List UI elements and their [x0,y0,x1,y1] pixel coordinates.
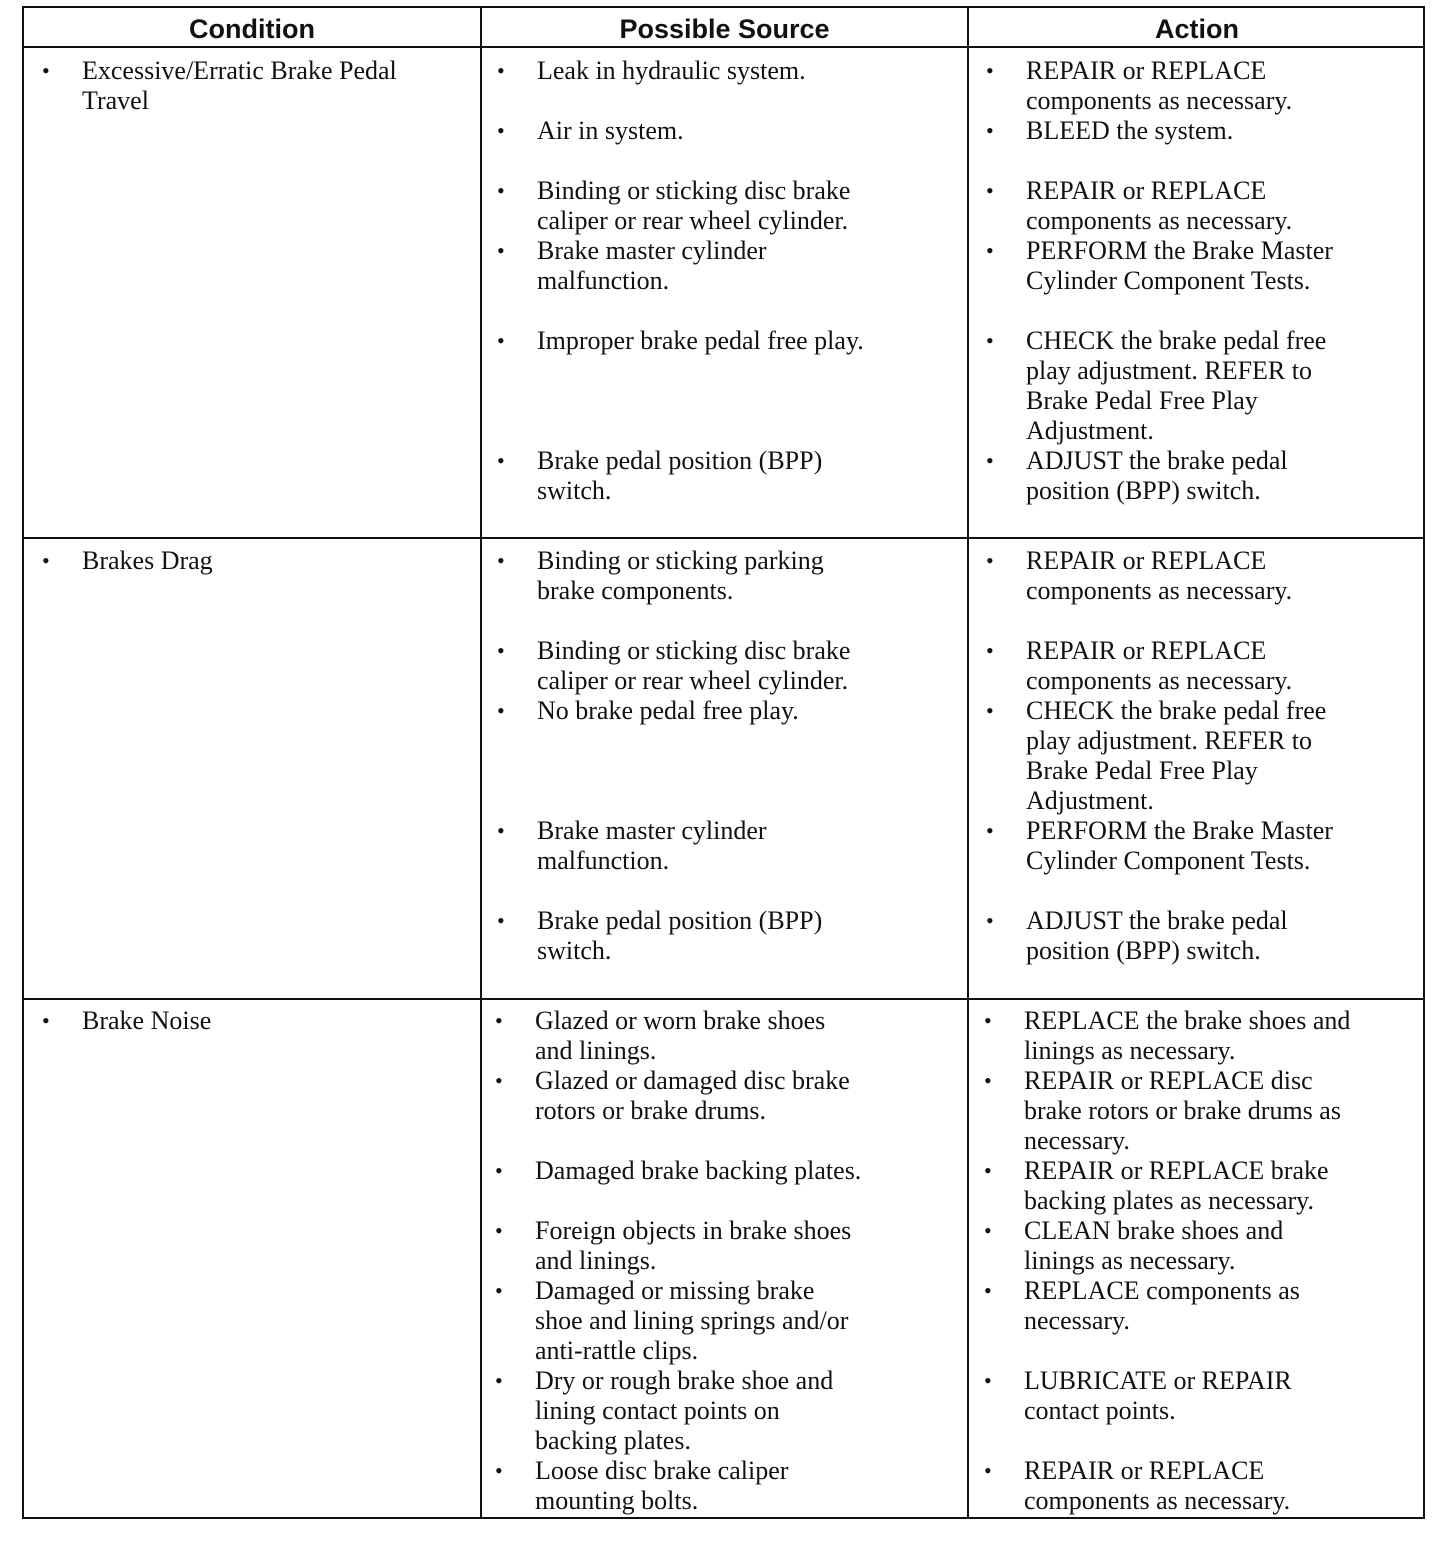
action-item [986,56,1293,116]
condition-text: Excessive/Erratic Brake Pedal Travel [82,56,397,115]
bullet-icon: • [984,1368,992,1393]
action-item [986,816,1333,876]
bullet-icon: • [497,908,505,933]
bullet-icon: • [984,1458,992,1483]
header-divider [24,46,1423,48]
bullet-icon: • [986,908,994,933]
action-item [986,546,1293,606]
bullet-icon: • [986,58,994,83]
action-item [984,1456,1291,1516]
bullet-icon: • [984,1158,992,1183]
action-text: LUBRICATE or REPAIR contact points. [1024,1366,1292,1425]
source-text: Foreign objects in brake shoes and linings. [535,1216,852,1275]
action-item [984,1216,1284,1276]
bullet-icon: • [497,638,505,663]
source-item [497,816,767,876]
action-text: REPAIR or REPLACE components as necessary. [1026,176,1293,235]
action-item [986,116,1234,146]
source-text: Brake pedal position (BPP) switch. [537,906,823,965]
source-item [495,1006,826,1066]
bullet-icon: • [42,58,50,83]
source-text: Damaged or missing brake shoe and lining springs and/or anti-rattle clips. [535,1276,849,1365]
source-item [495,1366,834,1456]
source-text: Damaged brake backing plates. [535,1156,862,1185]
action-text: PERFORM the Brake Master Cylinder Component Tests. [1026,816,1333,875]
source-item [497,906,823,966]
bullet-icon: • [497,818,505,843]
bullet-icon: • [986,698,994,723]
source-item [497,116,684,146]
bullet-icon: • [495,1278,503,1303]
action-text: REPLACE components as necessary. [1024,1276,1300,1335]
condition-cell [42,546,213,576]
header-condition: Condition [189,14,315,44]
condition-cell [42,56,397,116]
row-divider-2 [24,998,1423,1000]
source-text: Binding or sticking parking brake components. [537,546,824,605]
bullet-icon: • [986,638,994,663]
source-text: Loose disc brake caliper mounting bolts. [535,1456,789,1515]
action-text: REPAIR or REPLACE components as necessary. [1026,546,1293,605]
action-text: BLEED the system. [1026,116,1234,145]
bullet-icon: • [497,448,505,473]
bullet-icon: • [497,548,505,573]
source-text: Binding or sticking disc brake caliper or rear wheel cylinder. [537,176,851,235]
action-text: ADJUST the brake pedal position (BPP) switch. [1026,906,1288,965]
source-item [495,1276,849,1366]
bullet-icon: • [986,238,994,263]
bullet-icon: • [497,178,505,203]
bullet-icon: • [497,698,505,723]
bullet-icon: • [495,1158,503,1183]
bullet-icon: • [495,1218,503,1243]
action-item [986,176,1293,236]
bullet-icon: • [497,118,505,143]
bullet-icon: • [986,818,994,843]
source-text: Dry or rough brake shoe and lining contact points on backing plates. [535,1366,834,1455]
source-text: Glazed or damaged disc brake rotors or brake drums. [535,1066,850,1125]
source-item [495,1066,850,1126]
bullet-icon: • [495,1458,503,1483]
source-item [497,176,851,236]
bullet-icon: • [986,328,994,353]
source-item [495,1216,852,1276]
source-item [497,326,864,356]
source-item [497,546,824,606]
row-divider-1 [24,537,1423,539]
source-text: Glazed or worn brake shoes and linings. [535,1006,826,1065]
action-item [984,1066,1341,1156]
column-divider-2 [967,8,969,1517]
action-text: CHECK the brake pedal free play adjustment. REFER to Brake Pedal Free Play Adjustment. [1026,326,1327,445]
action-item [984,1366,1292,1426]
action-item [984,1006,1351,1066]
action-text: REPAIR or REPLACE components as necessary. [1026,56,1293,115]
source-item [497,236,767,296]
bullet-icon: • [986,178,994,203]
bullet-icon: • [42,548,50,573]
action-item [984,1156,1329,1216]
bullet-icon: • [42,1008,50,1033]
source-item [497,446,823,506]
bullet-icon: • [984,1068,992,1093]
header-possible-source: Possible Source [619,14,830,44]
source-text: Binding or sticking disc brake caliper or rear wheel cylinder. [537,636,851,695]
source-text: Brake master cylinder malfunction. [537,816,767,875]
bullet-icon: • [495,1008,503,1033]
bullet-icon: • [497,328,505,353]
condition-cell [42,1006,212,1036]
action-text: CLEAN brake shoes and linings as necessary. [1024,1216,1284,1275]
source-text: Leak in hydraulic system. [537,56,806,85]
action-text: REPLACE the brake shoes and linings as necessary. [1024,1006,1351,1065]
bullet-icon: • [984,1278,992,1303]
header-action: Action [1155,14,1239,44]
diagnosis-table [22,6,1425,1519]
action-text: PERFORM the Brake Master Cylinder Component Tests. [1026,236,1333,295]
condition-text: Brakes Drag [82,546,213,575]
column-divider-1 [480,8,482,1517]
source-text: Brake master cylinder malfunction. [537,236,767,295]
condition-text: Brake Noise [82,1006,212,1035]
action-text: CHECK the brake pedal free play adjustment. REFER to Brake Pedal Free Play Adjustment. [1026,696,1327,815]
source-item [497,696,799,726]
bullet-icon: • [495,1068,503,1093]
bullet-icon: • [984,1008,992,1033]
bullet-icon: • [497,238,505,263]
bullet-icon: • [986,548,994,573]
source-text: Brake pedal position (BPP) switch. [537,446,823,505]
action-item [986,236,1333,296]
bullet-icon: • [497,58,505,83]
action-text: ADJUST the brake pedal position (BPP) switch. [1026,446,1288,505]
action-text: REPAIR or REPLACE disc brake rotors or brake drums as necessary. [1024,1066,1341,1155]
source-item [497,636,851,696]
action-text: REPAIR or REPLACE components as necessary. [1026,636,1293,695]
action-item [986,696,1327,816]
action-item [986,636,1293,696]
action-text: REPAIR or REPLACE components as necessary. [1024,1456,1291,1515]
source-text: No brake pedal free play. [537,696,799,725]
source-item [497,56,806,86]
bullet-icon: • [986,118,994,143]
action-item [986,446,1288,506]
bullet-icon: • [495,1368,503,1393]
source-text: Air in system. [537,116,684,145]
action-item [984,1276,1300,1336]
bullet-icon: • [986,448,994,473]
action-item [986,326,1327,446]
action-item [986,906,1288,966]
action-text: REPAIR or REPLACE brake backing plates as necessary. [1024,1156,1329,1215]
source-text: Improper brake pedal free play. [537,326,864,355]
bullet-icon: • [984,1218,992,1243]
source-item [495,1456,789,1516]
source-item [495,1156,862,1186]
